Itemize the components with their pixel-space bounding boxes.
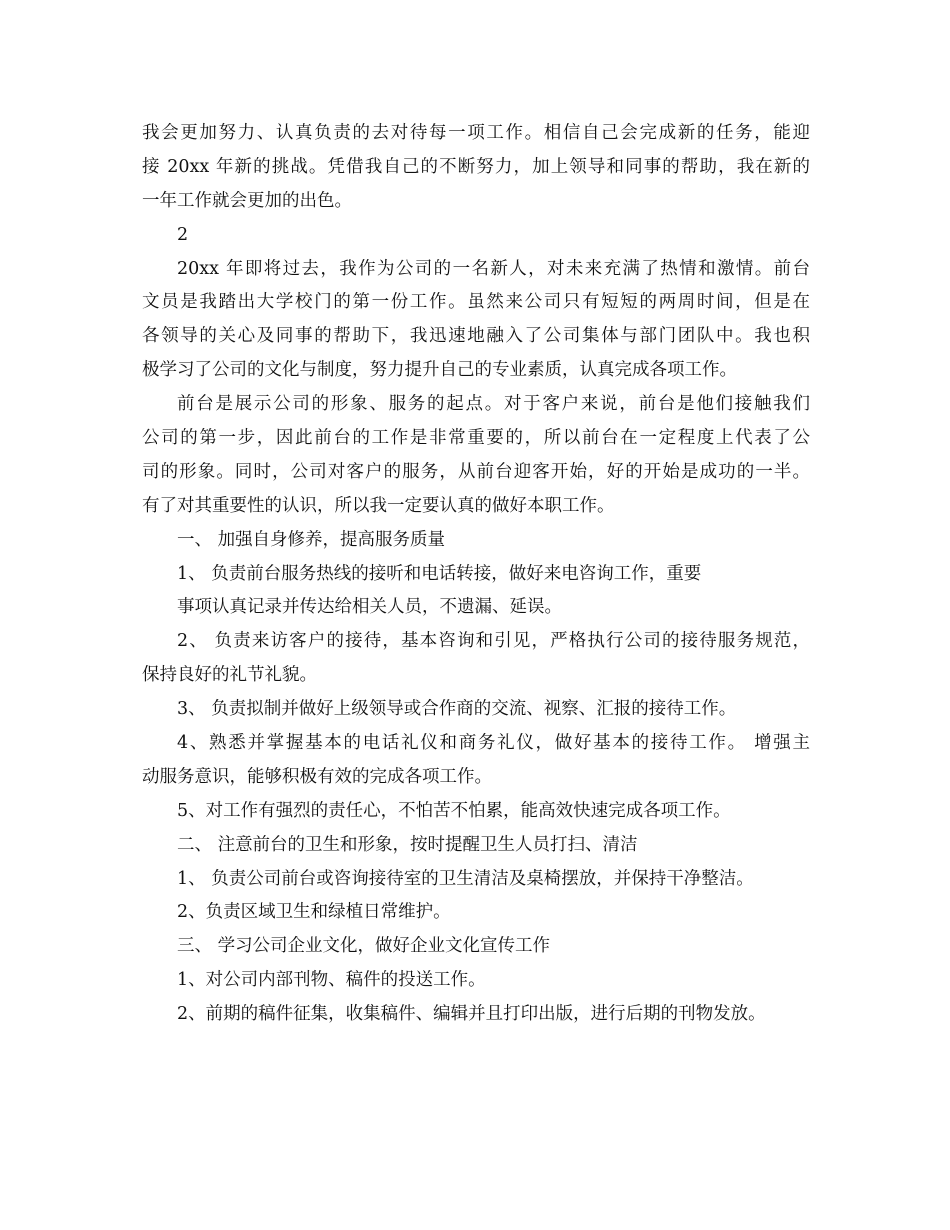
list-item: 5、对工作有强烈的责任心，不怕苦不怕累，能高效快速完成各项工作。 [177, 800, 731, 821]
list-item: 2、负责区域卫生和绿植日常维护。 [177, 902, 451, 923]
list-item: 1、对公司内部刊物、稿件的投送工作。 [177, 970, 486, 991]
text-line: 公司的第一步，因此前台的工作是非常重要的，所以前台在一定程度上代表了公 [142, 428, 810, 449]
list-item: 1、 负责公司前台或咨询接待室的卫生清洁及桌椅摆放，并保持干净整洁。 [177, 868, 754, 889]
list-item: 3、 负责拟制并做好上级领导或合作商的交流、视察、汇报的接待工作。 [177, 699, 737, 720]
list-item: 2、 负责来访客户的接待，基本咨询和引见，严格执行公司的接待服务规范， [177, 631, 810, 652]
list-item: 4、熟悉并掌握基本的电话礼仪和商务礼仪，做好基本的接待工作。 增强主 [177, 733, 810, 754]
text-line: 各领导的关心及同事的帮助下，我迅速地融入了公司集体与部门团队中。我也积 [142, 326, 810, 347]
text-line: 有了对其重要性的认识，所以我一定要认真的做好本职工作。 [142, 495, 615, 516]
text-line: 极学习了公司的文化与制度，努力提升自己的专业素质，认真完成各项工作。 [142, 360, 737, 381]
text-line: 接 20xx 年新的挑战。凭借我自己的不断努力，加上领导和同事的帮助，我在新的 [142, 156, 810, 177]
text-line: 前台是展示公司的形象、服务的起点。对于客户来说，前台是他们接触我们 [177, 394, 810, 415]
text-line: 司的形象。同时，公司对客户的服务，从前台迎客开始，好的开始是成功的一半。 [142, 461, 810, 482]
text-line: 文员是我踏出大学校门的第一份工作。虽然来公司只有短短的两周时间，但是在 [142, 292, 810, 313]
list-item-continuation: 事项认真记录并传达给相关人员，不遗漏、延误。 [177, 597, 562, 618]
section-heading: 一、 加强自身修养，提高服务质量 [177, 529, 446, 550]
list-item-continuation: 保持良好的礼节礼貌。 [142, 665, 317, 686]
section-heading: 二、 注意前台的卫生和形象，按时提醒卫生人员打扫、清洁 [177, 834, 638, 855]
list-item: 1、 负责前台服务热线的接听和电话转接，做好来电咨询工作，重要 [177, 563, 702, 584]
list-item-continuation: 动服务意识，能够积极有效的完成各项工作。 [142, 766, 492, 787]
section-number: 2 [177, 224, 189, 245]
section-heading: 三、 学习公司企业文化，做好企业文化宣传工作 [177, 936, 551, 957]
text-line: 一年工作就会更加的出色。 [142, 190, 352, 211]
list-item: 2、前期的稿件征集，收集稿件、编辑并且打印出版，进行后期的刊物发放。 [177, 1004, 766, 1025]
text-line: 我会更加努力、认真负责的去对待每一项工作。相信自己会完成新的任务，能迎 [142, 123, 810, 143]
document-body [142, 117, 810, 1032]
text-line: 20xx 年即将过去，我作为公司的一名新人，对未来充满了热情和激情。前台 [177, 258, 810, 279]
